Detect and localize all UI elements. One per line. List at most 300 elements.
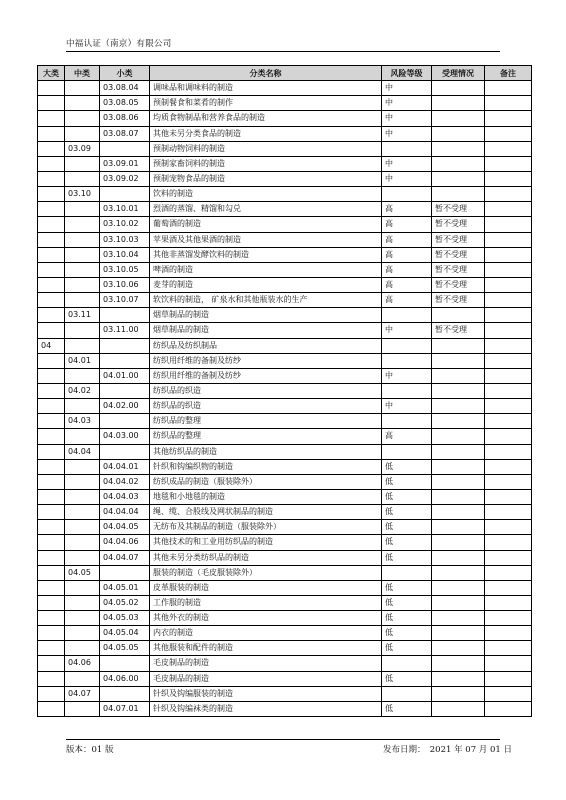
cell-remark bbox=[485, 595, 532, 610]
cell-remark bbox=[485, 81, 532, 96]
cell-minor-code: 04.04.03 bbox=[100, 489, 150, 504]
cell-category-name: 其他服装和配件的制造 bbox=[150, 641, 382, 656]
cell-risk-level bbox=[382, 444, 432, 459]
cell-middle-code: 04.02 bbox=[65, 383, 100, 398]
cell-acceptance-status: 暂不受理 bbox=[432, 262, 485, 277]
cell-remark bbox=[485, 686, 532, 701]
cell-middle-code bbox=[65, 580, 100, 595]
table-row bbox=[38, 626, 532, 641]
cell-category-name: 饮料的制造 bbox=[150, 187, 382, 202]
cell-middle-code bbox=[65, 338, 100, 353]
cell-minor-code bbox=[100, 338, 150, 353]
cell-risk-level: 高 bbox=[382, 202, 432, 217]
cell-category-name: 麦芽的制造 bbox=[150, 277, 382, 292]
table-row bbox=[38, 565, 532, 580]
cell-category-name: 服装的制造（毛皮服装除外） bbox=[150, 565, 382, 580]
cell-remark bbox=[485, 277, 532, 292]
cell-category-name: 其他未另分类纺织品的制造 bbox=[150, 550, 382, 565]
cell-middle-code: 04.01 bbox=[65, 353, 100, 368]
cell-major-code bbox=[38, 701, 65, 716]
cell-category-name: 纺织成品的制造（服装除外） bbox=[150, 474, 382, 489]
cell-risk-level: 中 bbox=[382, 156, 432, 171]
cell-category-name: 其他纺织品的制造 bbox=[150, 444, 382, 459]
cell-acceptance-status bbox=[432, 520, 485, 535]
cell-minor-code: 03.11.00 bbox=[100, 323, 150, 338]
table-row bbox=[38, 126, 532, 141]
cell-acceptance-status bbox=[432, 368, 485, 383]
cell-acceptance-status bbox=[432, 187, 485, 202]
cell-remark bbox=[485, 126, 532, 141]
table-row bbox=[38, 656, 532, 671]
cell-risk-level: 低 bbox=[382, 520, 432, 535]
cell-major-code bbox=[38, 550, 65, 565]
table-row bbox=[38, 323, 532, 338]
cell-major-code bbox=[38, 626, 65, 641]
cell-remark bbox=[485, 641, 532, 656]
cell-minor-code: 04.04.06 bbox=[100, 535, 150, 550]
cell-remark bbox=[485, 187, 532, 202]
cell-minor-code: 03.09.02 bbox=[100, 171, 150, 186]
col-header-status: 受理情况 bbox=[432, 66, 485, 81]
cell-acceptance-status bbox=[432, 156, 485, 171]
cell-category-name: 纺织品的织造 bbox=[150, 399, 382, 414]
cell-major-code bbox=[38, 217, 65, 232]
cell-minor-code: 04.05.02 bbox=[100, 595, 150, 610]
cell-risk-level: 低 bbox=[382, 474, 432, 489]
cell-category-name: 其他外衣的制造 bbox=[150, 611, 382, 626]
cell-acceptance-status bbox=[432, 459, 485, 474]
col-header-remark: 备注 bbox=[485, 66, 532, 81]
table-row bbox=[38, 641, 532, 656]
cell-minor-code: 04.06.00 bbox=[100, 671, 150, 686]
cell-middle-code: 03.10 bbox=[65, 187, 100, 202]
cell-major-code bbox=[38, 641, 65, 656]
cell-major-code bbox=[38, 187, 65, 202]
cell-middle-code: 04.03 bbox=[65, 414, 100, 429]
table-row bbox=[38, 96, 532, 111]
cell-category-name: 其他未另分类食品的制造 bbox=[150, 126, 382, 141]
cell-minor-code: 04.04.01 bbox=[100, 459, 150, 474]
cell-middle-code: 04.04 bbox=[65, 444, 100, 459]
cell-risk-level: 低 bbox=[382, 611, 432, 626]
cell-risk-level: 中 bbox=[382, 368, 432, 383]
cell-remark bbox=[485, 505, 532, 520]
cell-middle-code: 04.07 bbox=[65, 686, 100, 701]
cell-remark bbox=[485, 308, 532, 323]
cell-acceptance-status bbox=[432, 505, 485, 520]
col-header-major: 大类 bbox=[38, 66, 65, 81]
cell-category-name: 无纺布及其制品的制造（服装除外） bbox=[150, 520, 382, 535]
cell-acceptance-status bbox=[432, 429, 485, 444]
table-row bbox=[38, 701, 532, 716]
cell-major-code bbox=[38, 247, 65, 262]
cell-major-code bbox=[38, 262, 65, 277]
table-row bbox=[38, 187, 532, 202]
cell-category-name: 针织和钩编织物的制造 bbox=[150, 459, 382, 474]
table-row bbox=[38, 293, 532, 308]
footer-date: 发布日期： 2021 年 07 月 01 日 bbox=[383, 745, 513, 755]
cell-acceptance-status bbox=[432, 399, 485, 414]
cell-category-name: 葡萄酒的制造 bbox=[150, 217, 382, 232]
cell-middle-code bbox=[65, 171, 100, 186]
cell-major-code bbox=[38, 444, 65, 459]
cell-remark bbox=[485, 323, 532, 338]
cell-risk-level bbox=[382, 414, 432, 429]
cell-remark bbox=[485, 626, 532, 641]
cell-remark bbox=[485, 520, 532, 535]
cell-risk-level bbox=[382, 187, 432, 202]
cell-risk-level bbox=[382, 565, 432, 580]
cell-minor-code: 03.08.07 bbox=[100, 126, 150, 141]
cell-acceptance-status bbox=[432, 111, 485, 126]
cell-major-code bbox=[38, 611, 65, 626]
cell-category-name: 针织及钩编袜类的制造 bbox=[150, 701, 382, 716]
cell-risk-level bbox=[382, 338, 432, 353]
cell-acceptance-status bbox=[432, 338, 485, 353]
cell-major-code bbox=[38, 580, 65, 595]
cell-acceptance-status bbox=[432, 353, 485, 368]
cell-middle-code bbox=[65, 96, 100, 111]
cell-remark bbox=[485, 444, 532, 459]
cell-category-name: 地毯和小地毯的制造 bbox=[150, 489, 382, 504]
cell-risk-level: 中 bbox=[382, 81, 432, 96]
table-row bbox=[38, 308, 532, 323]
cell-acceptance-status bbox=[432, 641, 485, 656]
table-row bbox=[38, 429, 532, 444]
cell-risk-level: 高 bbox=[382, 277, 432, 292]
cell-major-code bbox=[38, 656, 65, 671]
cell-remark bbox=[485, 701, 532, 716]
cell-category-name: 纺织品及纺织制品 bbox=[150, 338, 382, 353]
cell-middle-code bbox=[65, 399, 100, 414]
cell-category-name: 纺织用纤维的备制及纺纱 bbox=[150, 353, 382, 368]
cell-middle-code bbox=[65, 81, 100, 96]
cell-major-code bbox=[38, 141, 65, 156]
cell-risk-level: 中 bbox=[382, 171, 432, 186]
cell-remark bbox=[485, 580, 532, 595]
cell-acceptance-status bbox=[432, 580, 485, 595]
cell-risk-level: 高 bbox=[382, 232, 432, 247]
cell-acceptance-status bbox=[432, 701, 485, 716]
table-row bbox=[38, 247, 532, 262]
cell-risk-level bbox=[382, 353, 432, 368]
cell-risk-level: 高 bbox=[382, 429, 432, 444]
cell-minor-code: 04.04.07 bbox=[100, 550, 150, 565]
table-row bbox=[38, 202, 532, 217]
cell-risk-level: 低 bbox=[382, 505, 432, 520]
cell-middle-code bbox=[65, 535, 100, 550]
cell-category-name: 毛皮制品的制造 bbox=[150, 671, 382, 686]
table-row bbox=[38, 489, 532, 504]
cell-minor-code: 04.05.04 bbox=[100, 626, 150, 641]
table-row bbox=[38, 217, 532, 232]
table-row bbox=[38, 611, 532, 626]
cell-remark bbox=[485, 429, 532, 444]
col-header-middle: 中类 bbox=[65, 66, 100, 81]
cell-major-code bbox=[38, 126, 65, 141]
cell-minor-code: 04.04.05 bbox=[100, 520, 150, 535]
cell-category-name: 预制动物饲料的制造 bbox=[150, 141, 382, 156]
cell-acceptance-status: 暂不受理 bbox=[432, 293, 485, 308]
cell-category-name: 针织及钩编服装的制造 bbox=[150, 686, 382, 701]
cell-category-name: 均质食物制品和营养食品的制造 bbox=[150, 111, 382, 126]
cell-category-name: 烟草制品的制造 bbox=[150, 308, 382, 323]
cell-category-name: 绳、缆、合股线及网状制品的制造 bbox=[150, 505, 382, 520]
cell-remark bbox=[485, 414, 532, 429]
cell-category-name: 纺织品的织造 bbox=[150, 383, 382, 398]
cell-acceptance-status bbox=[432, 626, 485, 641]
table-row bbox=[38, 550, 532, 565]
cell-major-code bbox=[38, 202, 65, 217]
cell-middle-code bbox=[65, 429, 100, 444]
cell-middle-code bbox=[65, 323, 100, 338]
cell-minor-code: 03.08.04 bbox=[100, 81, 150, 96]
cell-major-code bbox=[38, 81, 65, 96]
table-row bbox=[38, 232, 532, 247]
cell-major-code bbox=[38, 474, 65, 489]
cell-acceptance-status bbox=[432, 474, 485, 489]
footer-version: 版本：01 版 bbox=[66, 745, 114, 755]
cell-minor-code bbox=[100, 656, 150, 671]
cell-minor-code: 04.05.03 bbox=[100, 611, 150, 626]
cell-acceptance-status: 暂不受理 bbox=[432, 232, 485, 247]
cell-middle-code bbox=[65, 232, 100, 247]
table-row bbox=[38, 141, 532, 156]
cell-major-code bbox=[38, 323, 65, 338]
cell-remark bbox=[485, 156, 532, 171]
cell-risk-level: 低 bbox=[382, 641, 432, 656]
cell-minor-code: 03.08.05 bbox=[100, 96, 150, 111]
cell-minor-code bbox=[100, 308, 150, 323]
cell-acceptance-status bbox=[432, 656, 485, 671]
cell-minor-code: 03.08.06 bbox=[100, 111, 150, 126]
cell-major-code bbox=[38, 505, 65, 520]
cell-acceptance-status bbox=[432, 81, 485, 96]
cell-acceptance-status bbox=[432, 414, 485, 429]
cell-risk-level: 高 bbox=[382, 217, 432, 232]
cell-category-name: 预制家畜饲料的制造 bbox=[150, 156, 382, 171]
cell-acceptance-status: 暂不受理 bbox=[432, 217, 485, 232]
table-row bbox=[38, 595, 532, 610]
cell-minor-code: 04.04.02 bbox=[100, 474, 150, 489]
col-header-name: 分类名称 bbox=[150, 66, 382, 81]
table-row bbox=[38, 171, 532, 186]
cell-major-code bbox=[38, 399, 65, 414]
cell-remark bbox=[485, 111, 532, 126]
cell-remark bbox=[485, 247, 532, 262]
cell-middle-code bbox=[65, 111, 100, 126]
cell-minor-code: 03.10.02 bbox=[100, 217, 150, 232]
cell-category-name: 软饮料的制造， 矿泉水和其他瓶装水的生产 bbox=[150, 293, 382, 308]
cell-acceptance-status bbox=[432, 595, 485, 610]
cell-major-code bbox=[38, 383, 65, 398]
cell-minor-code bbox=[100, 686, 150, 701]
cell-middle-code bbox=[65, 520, 100, 535]
cell-major-code bbox=[38, 671, 65, 686]
cell-risk-level: 低 bbox=[382, 580, 432, 595]
cell-minor-code: 04.01.00 bbox=[100, 368, 150, 383]
cell-category-name: 调味品和调味料的制造 bbox=[150, 81, 382, 96]
cell-risk-level bbox=[382, 383, 432, 398]
col-header-risk: 风险等级 bbox=[382, 66, 432, 81]
footer-rule bbox=[66, 739, 500, 740]
cell-minor-code bbox=[100, 141, 150, 156]
cell-minor-code bbox=[100, 414, 150, 429]
cell-remark bbox=[485, 565, 532, 580]
table-row bbox=[38, 368, 532, 383]
cell-middle-code bbox=[65, 611, 100, 626]
cell-category-name: 其他技术的和工业用纺织品的制造 bbox=[150, 535, 382, 550]
cell-minor-code bbox=[100, 444, 150, 459]
cell-remark bbox=[485, 262, 532, 277]
cell-risk-level: 高 bbox=[382, 247, 432, 262]
classification-table bbox=[37, 65, 532, 717]
cell-acceptance-status: 暂不受理 bbox=[432, 202, 485, 217]
cell-minor-code bbox=[100, 187, 150, 202]
cell-middle-code bbox=[65, 126, 100, 141]
cell-minor-code bbox=[100, 383, 150, 398]
table-row bbox=[38, 505, 532, 520]
cell-category-name: 毛皮制品的制造 bbox=[150, 656, 382, 671]
cell-category-name: 工作服的制造 bbox=[150, 595, 382, 610]
cell-major-code bbox=[38, 156, 65, 171]
cell-remark bbox=[485, 368, 532, 383]
cell-category-name: 纺织品的整理 bbox=[150, 414, 382, 429]
cell-remark bbox=[485, 656, 532, 671]
cell-minor-code: 03.09.01 bbox=[100, 156, 150, 171]
table-row bbox=[38, 156, 532, 171]
cell-category-name: 烈酒的蒸馏、精馏和勾兑 bbox=[150, 202, 382, 217]
table-row bbox=[38, 383, 532, 398]
cell-minor-code: 03.10.03 bbox=[100, 232, 150, 247]
cell-remark bbox=[485, 171, 532, 186]
cell-remark bbox=[485, 489, 532, 504]
cell-risk-level: 高 bbox=[382, 293, 432, 308]
cell-major-code bbox=[38, 459, 65, 474]
cell-minor-code: 03.10.04 bbox=[100, 247, 150, 262]
cell-major-code bbox=[38, 368, 65, 383]
cell-remark bbox=[485, 550, 532, 565]
table-row bbox=[38, 399, 532, 414]
cell-middle-code bbox=[65, 595, 100, 610]
cell-minor-code: 04.05.01 bbox=[100, 580, 150, 595]
cell-major-code bbox=[38, 520, 65, 535]
cell-remark bbox=[485, 459, 532, 474]
cell-middle-code: 04.06 bbox=[65, 656, 100, 671]
cell-minor-code bbox=[100, 565, 150, 580]
cell-remark bbox=[485, 96, 532, 111]
cell-risk-level: 中 bbox=[382, 111, 432, 126]
cell-minor-code: 04.04.04 bbox=[100, 505, 150, 520]
table-row bbox=[38, 81, 532, 96]
cell-category-name: 其他非蒸馏发酵饮料的制造 bbox=[150, 247, 382, 262]
cell-risk-level bbox=[382, 686, 432, 701]
cell-minor-code: 04.03.00 bbox=[100, 429, 150, 444]
cell-major-code bbox=[38, 353, 65, 368]
cell-remark bbox=[485, 202, 532, 217]
table-row bbox=[38, 520, 532, 535]
cell-remark bbox=[485, 293, 532, 308]
cell-acceptance-status bbox=[432, 126, 485, 141]
cell-remark bbox=[485, 383, 532, 398]
cell-major-code bbox=[38, 414, 65, 429]
cell-category-name: 烟草制品的制造 bbox=[150, 323, 382, 338]
cell-middle-code bbox=[65, 368, 100, 383]
cell-middle-code bbox=[65, 156, 100, 171]
cell-risk-level: 低 bbox=[382, 489, 432, 504]
cell-middle-code bbox=[65, 459, 100, 474]
cell-middle-code bbox=[65, 671, 100, 686]
cell-risk-level: 中 bbox=[382, 323, 432, 338]
cell-risk-level: 高 bbox=[382, 262, 432, 277]
table-row bbox=[38, 353, 532, 368]
cell-acceptance-status: 暂不受理 bbox=[432, 247, 485, 262]
cell-middle-code: 04.05 bbox=[65, 565, 100, 580]
table-row bbox=[38, 444, 532, 459]
cell-acceptance-status bbox=[432, 96, 485, 111]
cell-middle-code bbox=[65, 505, 100, 520]
table-row bbox=[38, 277, 532, 292]
cell-category-name: 预制餐食和菜肴的制作 bbox=[150, 96, 382, 111]
cell-middle-code bbox=[65, 701, 100, 716]
cell-major-code bbox=[38, 595, 65, 610]
cell-risk-level: 中 bbox=[382, 399, 432, 414]
cell-major-code bbox=[38, 232, 65, 247]
cell-minor-code: 03.10.05 bbox=[100, 262, 150, 277]
cell-minor-code: 03.10.07 bbox=[100, 293, 150, 308]
cell-risk-level: 低 bbox=[382, 535, 432, 550]
cell-acceptance-status bbox=[432, 550, 485, 565]
cell-acceptance-status bbox=[432, 141, 485, 156]
table-row bbox=[38, 535, 532, 550]
cell-major-code bbox=[38, 565, 65, 580]
cell-acceptance-status bbox=[432, 383, 485, 398]
cell-minor-code: 04.07.01 bbox=[100, 701, 150, 716]
cell-acceptance-status bbox=[432, 171, 485, 186]
table-header-row bbox=[38, 66, 532, 81]
cell-major-code bbox=[38, 111, 65, 126]
cell-middle-code bbox=[65, 217, 100, 232]
table-row bbox=[38, 474, 532, 489]
table-row bbox=[38, 111, 532, 126]
cell-middle-code bbox=[65, 293, 100, 308]
cell-remark bbox=[485, 671, 532, 686]
cell-major-code bbox=[38, 489, 65, 504]
cell-risk-level: 中 bbox=[382, 96, 432, 111]
cell-minor-code: 03.10.06 bbox=[100, 277, 150, 292]
cell-middle-code bbox=[65, 247, 100, 262]
cell-major-code bbox=[38, 535, 65, 550]
header-rule bbox=[66, 51, 500, 52]
cell-middle-code bbox=[65, 550, 100, 565]
cell-risk-level: 低 bbox=[382, 701, 432, 716]
table-row bbox=[38, 262, 532, 277]
cell-middle-code: 03.11 bbox=[65, 308, 100, 323]
cell-risk-level bbox=[382, 308, 432, 323]
table-row bbox=[38, 686, 532, 701]
cell-acceptance-status bbox=[432, 444, 485, 459]
cell-middle-code: 03.09 bbox=[65, 141, 100, 156]
cell-major-code: 04 bbox=[38, 338, 65, 353]
cell-risk-level bbox=[382, 141, 432, 156]
cell-remark bbox=[485, 611, 532, 626]
cell-middle-code bbox=[65, 489, 100, 504]
cell-risk-level: 低 bbox=[382, 671, 432, 686]
cell-remark bbox=[485, 217, 532, 232]
cell-acceptance-status bbox=[432, 535, 485, 550]
cell-remark bbox=[485, 232, 532, 247]
cell-acceptance-status bbox=[432, 565, 485, 580]
